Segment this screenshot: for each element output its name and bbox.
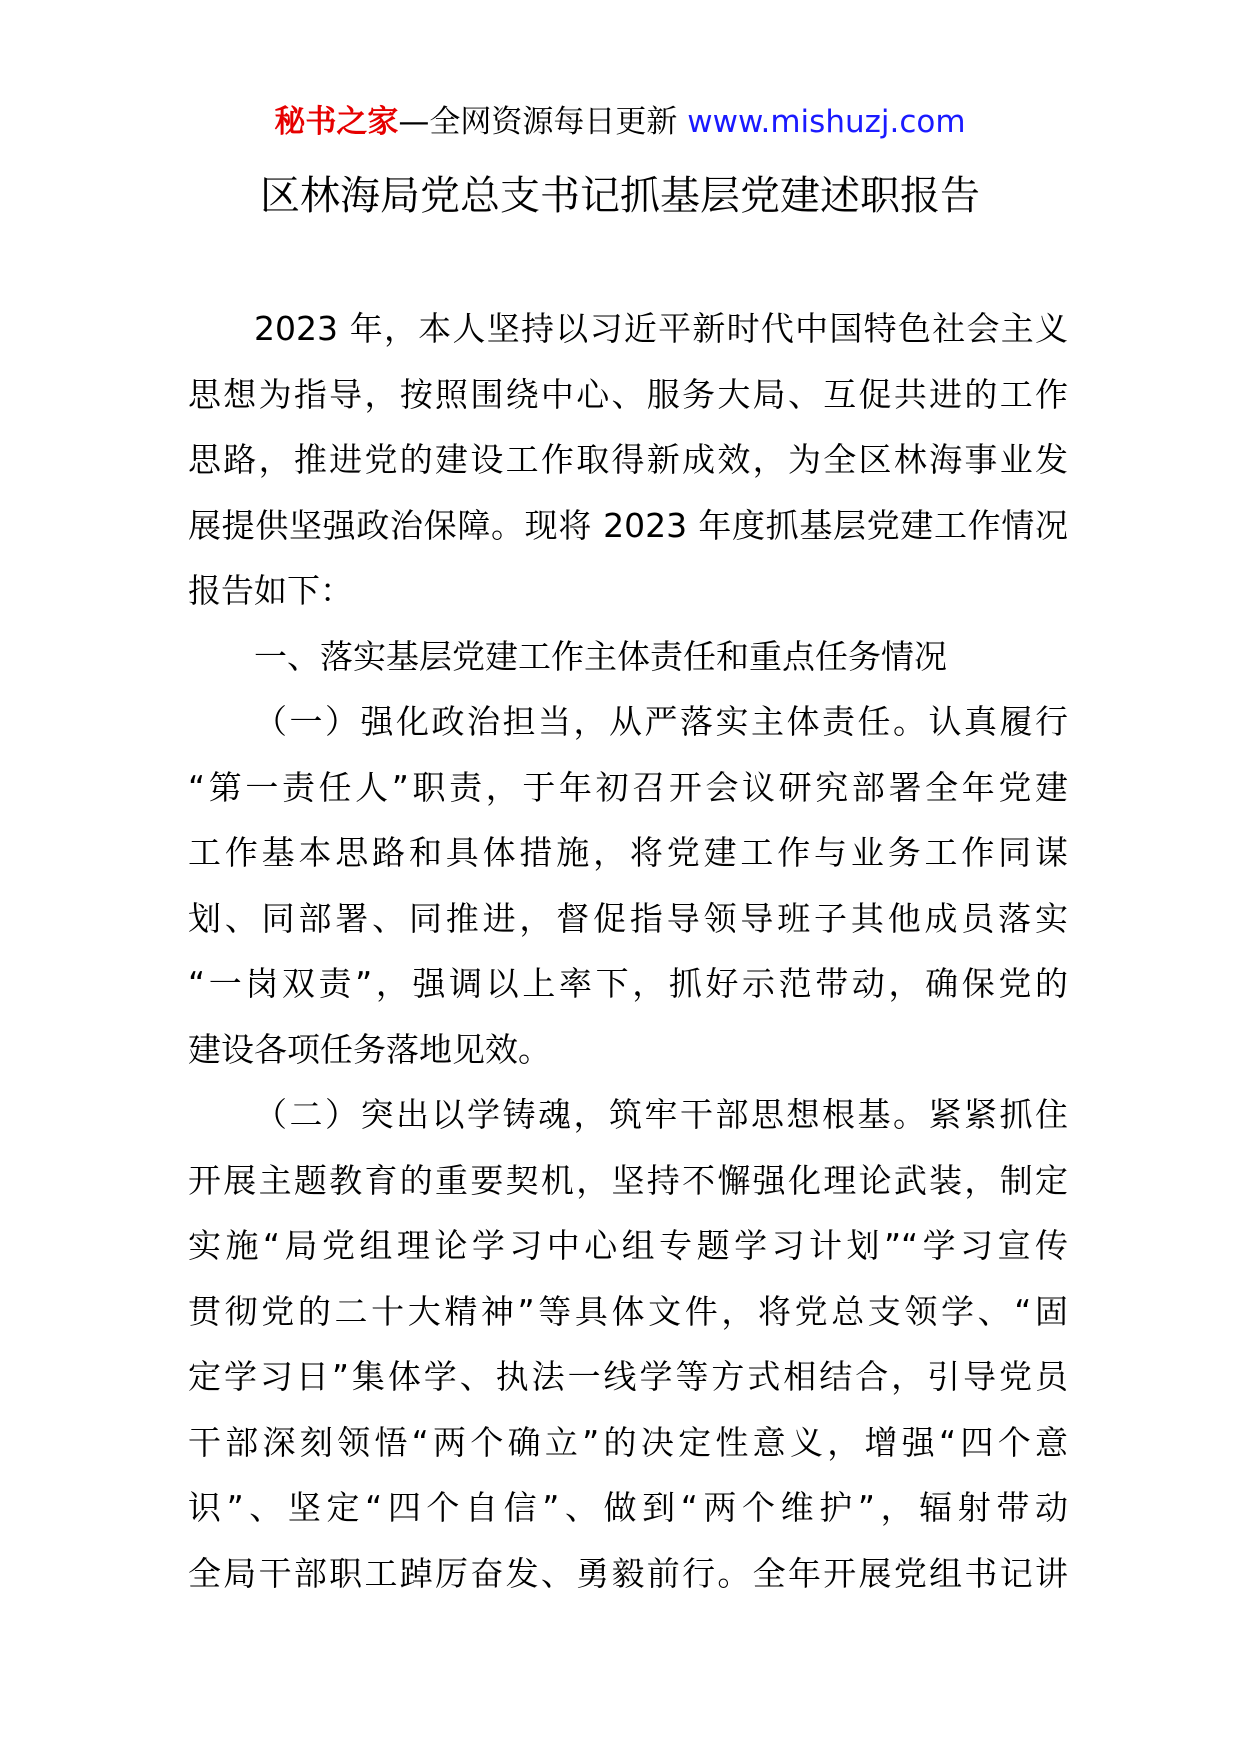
paragraph-line: 干部深刻领悟“两个确立”的决定性意义，增强“四个意 (188, 1422, 1068, 1462)
paragraph-line: 思路，推进党的建设工作取得新成效，为全区林海事业发 (188, 440, 1068, 479)
section-heading: 一、落实基层党建工作主体责任和重点任务情况 (254, 636, 947, 676)
paragraph-line: 全局干部职工踔厉奋发、勇毅前行。全年开展党组书记讲 (188, 1553, 1068, 1593)
paragraph-line: （一）强化政治担当，从严落实主体责任。认真履行 (254, 702, 1068, 741)
document-title: 区林海局党总支书记抓基层党建述职报告 (260, 173, 980, 219)
paragraph-line: 报告如下： (188, 571, 353, 610)
paragraph-line: 划、同部署、同推进，督促指导领导班子其他成员落实 (188, 898, 1068, 938)
paragraph-line: 建设各项任务落地见效。 (188, 1029, 551, 1069)
paragraph-line: 实施“局党组理论学习中心组专题学习计划”“学习宣传 (188, 1226, 1068, 1265)
paragraph-line: （二）突出以学铸魂，筑牢干部思想根基。紧紧抓住 (254, 1095, 1068, 1134)
header-tagline: —全网资源每日更新 (398, 104, 688, 140)
paragraph-line: 工作基本思路和具体措施，将党建工作与业务工作同谋 (188, 833, 1068, 872)
paragraph-line: 开展主题教育的重要契机，坚持不懈强化理论武装，制定 (188, 1160, 1068, 1200)
site-header (0, 100, 1240, 144)
paragraph-line: 识”、坚定“四个自信”、做到“两个维护”，辐射带动 (188, 1488, 1068, 1527)
brand-name: 秘书之家 (274, 104, 399, 140)
document-body (188, 296, 1068, 1606)
paragraph-line: 思想为指导，按照围绕中心、服务大局、互促共进的工作 (188, 374, 1068, 414)
paragraph-line: “第一责任人”职责，于年初召开会议研究部署全年党建 (188, 767, 1068, 807)
paragraph-line: 2023 年，本人坚持以习近平新时代中国特色社会主义 (254, 309, 1068, 348)
paragraph-line: 贯彻党的二十大精神”等具体文件，将党总支领学、“固 (188, 1291, 1068, 1331)
paragraph-line: 定学习日”集体学、执法一线学等方式相结合，引导党员 (188, 1357, 1068, 1396)
paragraph-line: 展提供坚强政治保障。现将 2023 年度抓基层党建工作情况 (188, 505, 1068, 545)
site-url-link[interactable]: www.mishuzj.com (687, 104, 966, 140)
paragraph-line: “一岗双责”，强调以上率下，抓好示范带动，确保党的 (188, 964, 1068, 1003)
